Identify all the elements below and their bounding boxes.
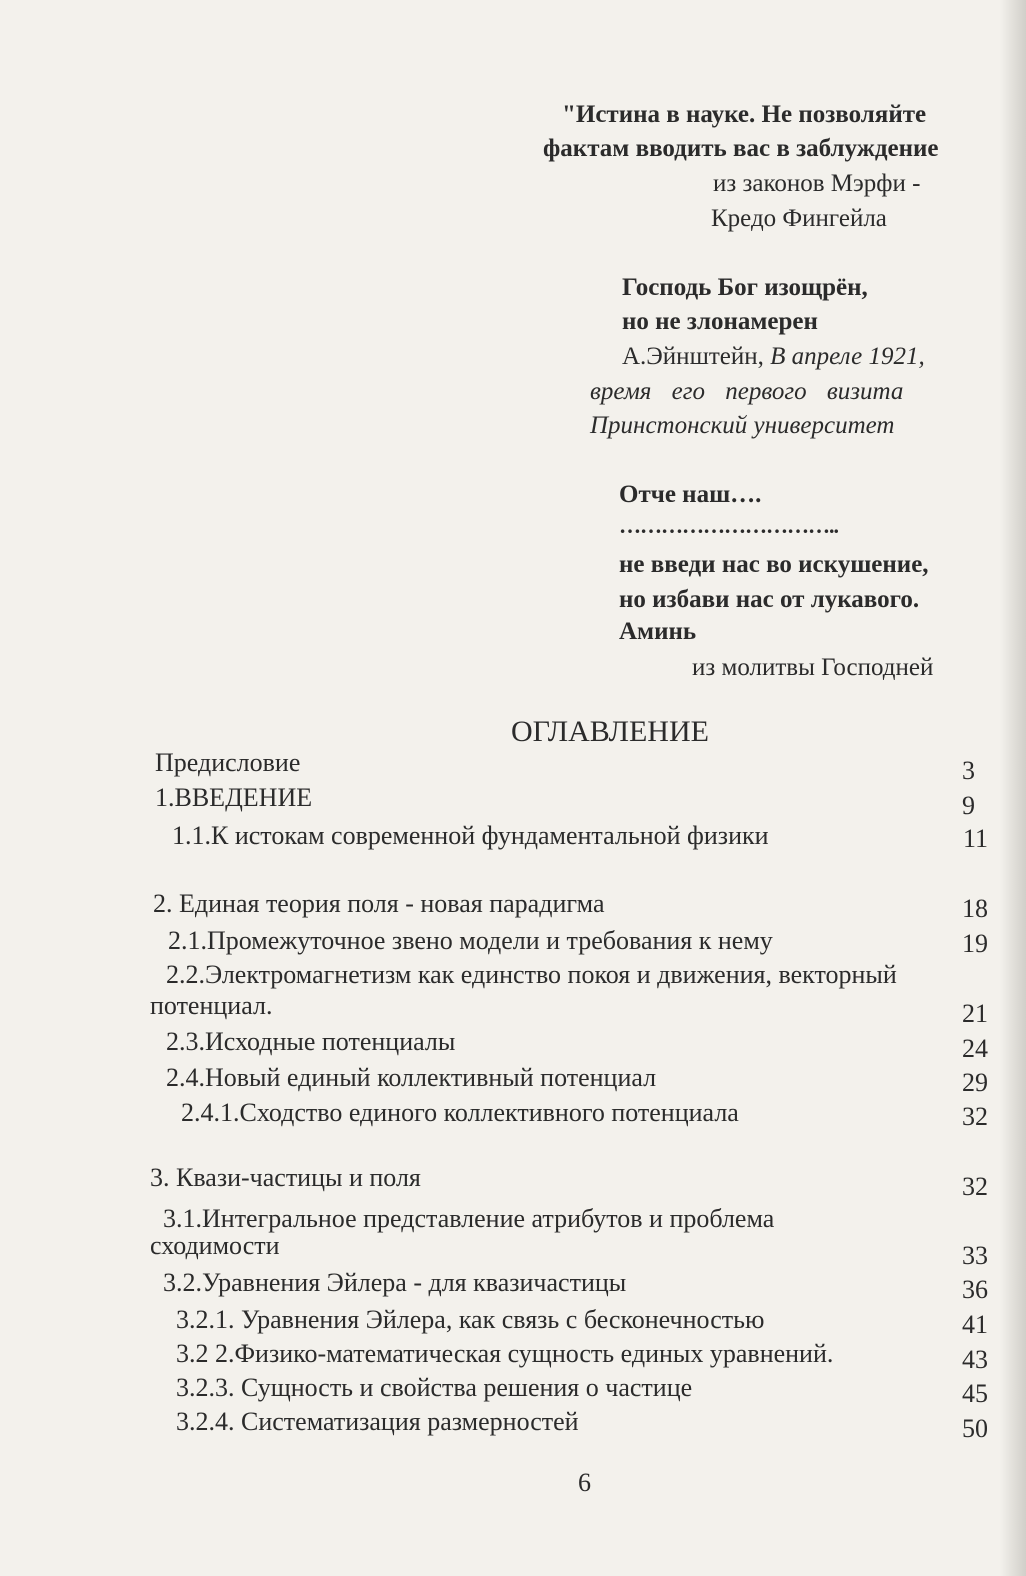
toc-entry-text-continued: сходимости	[150, 1231, 280, 1260]
epigraph-quote-line: "Истина в науке. Не позволяйте	[562, 101, 927, 128]
epigraph-source-line: Кредо Фингейла	[711, 205, 887, 232]
toc-entry-page: 32	[962, 1102, 988, 1131]
toc-entry-text: 2.1.Промежуточное звено модели и требования к нему	[168, 926, 773, 955]
toc-entry-text: 3.2.Уравнения Эйлера - для квазичастицы	[163, 1268, 627, 1297]
toc-entry-text: 2. Единая теория поля - новая парадигма	[153, 889, 605, 918]
toc-entry-text: 2.4.Новый единый коллективный потенциал	[166, 1063, 657, 1092]
toc-entry-page: 19	[962, 929, 988, 958]
epigraph-quote-line: Отче наш….	[619, 481, 762, 508]
toc-entry-text: 2.2.Электромагнетизм как единство покоя и движения, векторный	[166, 960, 897, 989]
toc-entry-page: 21	[962, 999, 988, 1028]
toc-entry-text-continued: потенциал.	[150, 991, 273, 1020]
epigraph-quote-line: но не злонамерен	[622, 308, 818, 335]
epigraph-source-line: Принстонский университет	[590, 412, 895, 439]
toc-entry-text: Предисловие	[155, 748, 301, 777]
toc-entry-page: 24	[962, 1034, 988, 1063]
epigraph-quote-line: Господь Бог изощрён,	[622, 274, 868, 301]
toc-entry-page: 3	[962, 756, 975, 785]
toc-entry-text: 3. Квази-частицы и поля	[150, 1163, 421, 1192]
toc-entry-page: 41	[962, 1310, 988, 1339]
toc-entry-page: 43	[962, 1345, 988, 1374]
epigraph-source-line: время его первого визита	[590, 378, 904, 405]
toc-entry-text: 3.1.Интегральное представление атрибутов и проблема	[163, 1204, 775, 1233]
toc-entry-page: 32	[962, 1172, 988, 1201]
toc-entry-page: 33	[962, 1241, 988, 1270]
toc-entry-text: 1.ВВЕДЕНИЕ	[155, 783, 313, 812]
toc-entry-page: 50	[962, 1414, 988, 1443]
toc-entry-page: 36	[962, 1275, 988, 1304]
toc-entry-text: 2.4.1.Сходство единого коллективного потенциала	[181, 1098, 739, 1127]
toc-entry-page: 18	[962, 894, 988, 923]
epigraph-quote-line: фактам вводить вас в заблуждение	[543, 135, 939, 162]
epigraph-quote-line: …………………………..	[619, 513, 838, 538]
epigraph-source-author: А.Эйнштейн,	[622, 343, 764, 370]
toc-entry-page: 29	[962, 1068, 988, 1097]
toc-entry-page: 11	[962, 824, 988, 853]
page-number: 6	[578, 1468, 591, 1497]
toc-entry-text: 3.2.1. Уравнения Эйлера, как связь с бесконечностью	[176, 1305, 765, 1334]
page-spine-shadow	[1000, 0, 1026, 1576]
toc-title: ОГЛАВЛЕНИЕ	[511, 715, 709, 748]
toc-entry-text: 1.1.К истокам современной фундаментальной физики	[172, 821, 769, 850]
epigraph-quote-line: но избави нас от лукавого.	[619, 586, 920, 613]
epigraph-source-line: из законов Мэрфи -	[713, 170, 921, 197]
epigraph-source-line: из молитвы Господней	[692, 654, 934, 681]
toc-entry-page: 45	[962, 1379, 988, 1408]
toc-entry-text: 3.2.3. Сущность и свойства решения о частице	[176, 1373, 693, 1402]
epigraph-quote-line: не введи нас во искушение,	[619, 551, 929, 578]
epigraph-source-line	[622, 341, 925, 373]
toc-entry-page: 9	[962, 791, 975, 820]
epigraph-source-date: В апреле 1921,	[770, 343, 925, 370]
epigraph-quote-line: Аминь	[619, 618, 697, 645]
toc-entry-text: 3.2.4. Систематизация размерностей	[176, 1407, 579, 1436]
toc-entry-text: 3.2 2.Физико-математическая сущность единых уравнений.	[176, 1339, 834, 1368]
toc-entry-text: 2.3.Исходные потенциалы	[166, 1027, 456, 1056]
